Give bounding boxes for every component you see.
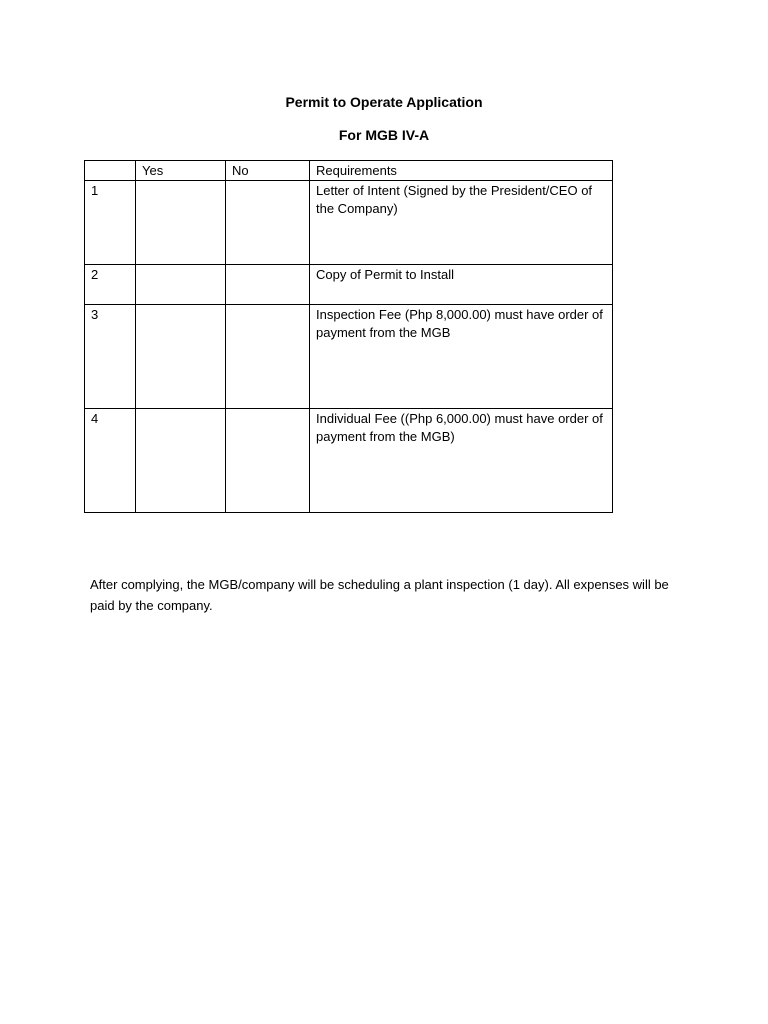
requirement-cell: Inspection Fee (Php 8,000.00) must have order of payment from the MGB bbox=[310, 305, 613, 409]
requirements-table bbox=[84, 160, 613, 513]
table-row bbox=[85, 409, 613, 513]
requirement-cell: Individual Fee ((Php 6,000.00) must have order of payment from the MGB) bbox=[310, 409, 613, 513]
row-number: 2 bbox=[85, 265, 136, 305]
requirement-cell: Letter of Intent (Signed by the President/CEO of the Company) bbox=[310, 181, 613, 265]
no-cell bbox=[226, 181, 310, 265]
yes-cell bbox=[136, 305, 226, 409]
row-number: 3 bbox=[85, 305, 136, 409]
table-row bbox=[85, 305, 613, 409]
table-header-row bbox=[85, 161, 613, 181]
table-row bbox=[85, 265, 613, 305]
header-yes: Yes bbox=[136, 161, 226, 181]
yes-cell bbox=[136, 409, 226, 513]
row-number: 4 bbox=[85, 409, 136, 513]
table-row bbox=[85, 181, 613, 265]
header-number bbox=[85, 161, 136, 181]
row-number: 1 bbox=[85, 181, 136, 265]
inspection-note: After complying, the MGB/company will be scheduling a plant inspection (1 day). All expenses will be paid by the company. bbox=[90, 577, 669, 613]
header-no: No bbox=[226, 161, 310, 181]
requirement-cell: Copy of Permit to Install bbox=[310, 265, 613, 305]
no-cell bbox=[226, 305, 310, 409]
document-title: Permit to Operate Application bbox=[285, 94, 483, 110]
no-cell bbox=[226, 265, 310, 305]
yes-cell bbox=[136, 181, 226, 265]
header-requirements: Requirements bbox=[310, 161, 613, 181]
yes-cell bbox=[136, 265, 226, 305]
no-cell bbox=[226, 409, 310, 513]
document-subtitle: For MGB IV-A bbox=[338, 127, 430, 143]
